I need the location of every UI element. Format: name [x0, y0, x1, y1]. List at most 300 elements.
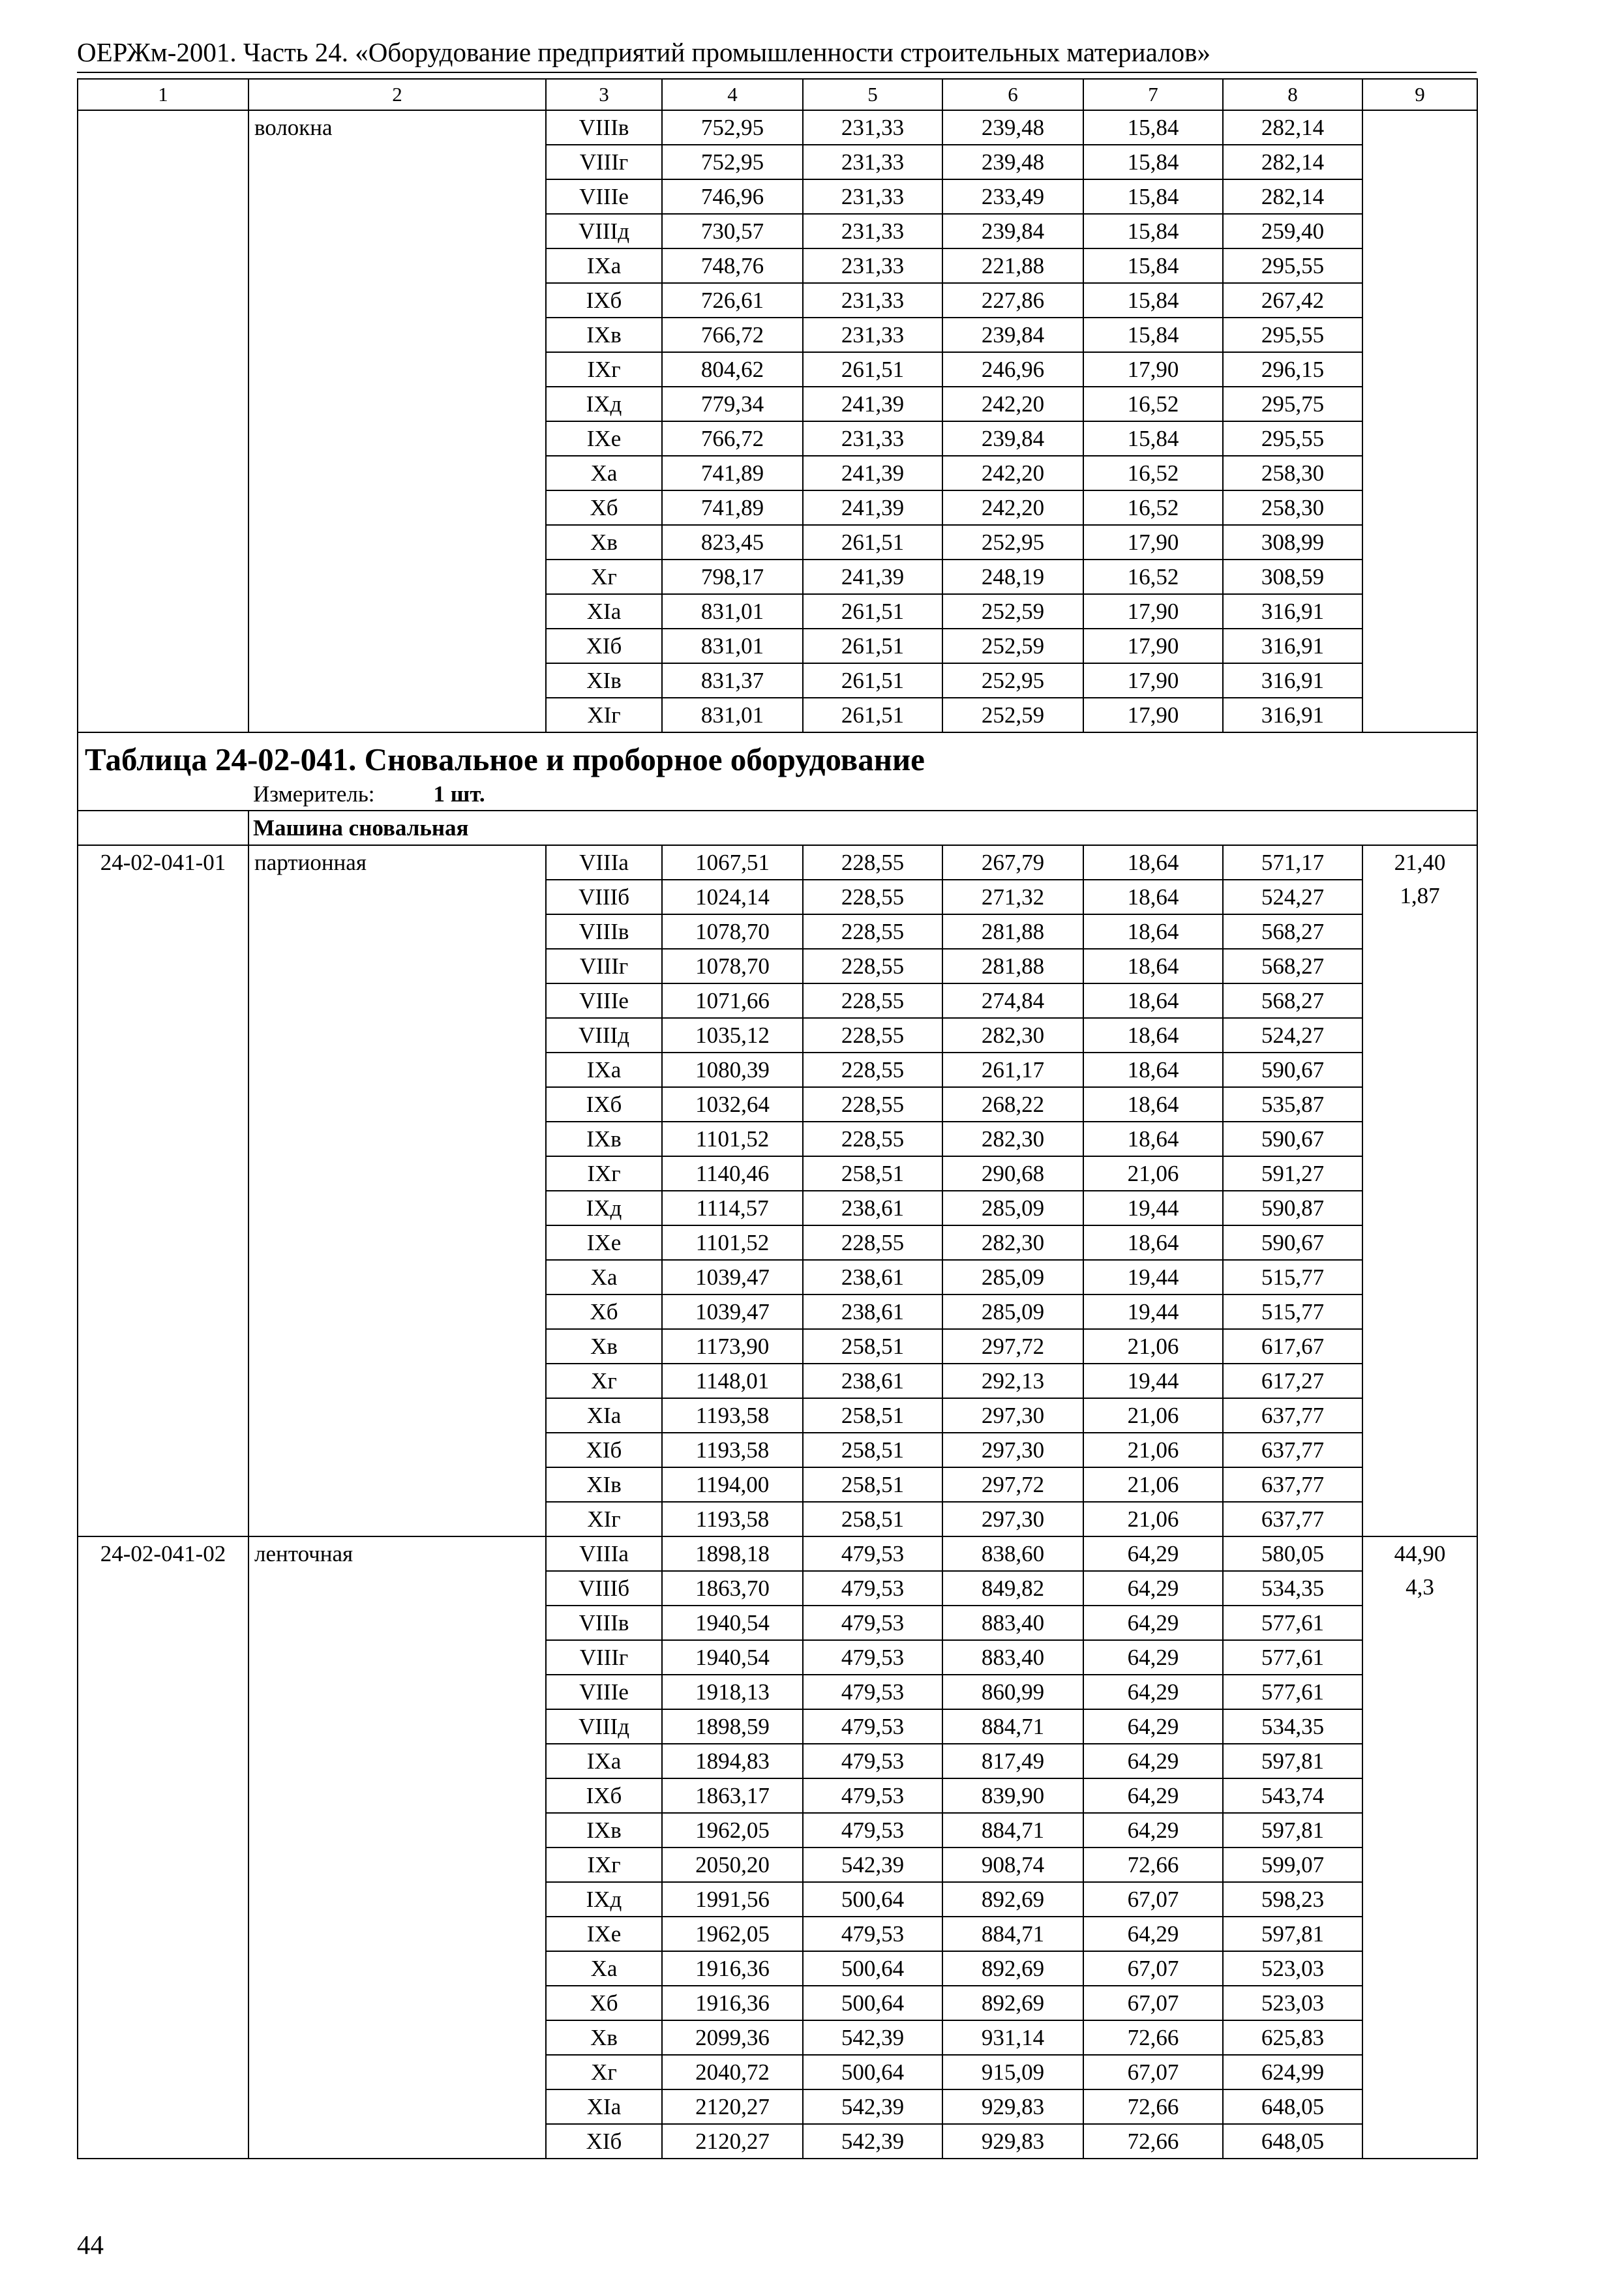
value-cell: VIIIв [546, 1606, 662, 1640]
value-cell: 599,07 [1223, 1848, 1362, 1882]
value-cell: 18,64 [1083, 1225, 1223, 1260]
value-cell: 295,55 [1223, 318, 1362, 352]
value-cell: 523,03 [1223, 1951, 1362, 1986]
value-cell: Xб [546, 1986, 662, 2020]
value-cell: 261,51 [803, 663, 942, 698]
value-cell: 524,27 [1223, 1018, 1362, 1053]
value-cell: 231,33 [803, 283, 942, 318]
value-cell: 267,79 [942, 845, 1083, 880]
value-cell: 16,52 [1083, 490, 1223, 525]
value-cell: 766,72 [662, 318, 803, 352]
value-cell: 238,61 [803, 1191, 942, 1225]
value-cell: 241,39 [803, 560, 942, 594]
name-cell: партионная [248, 845, 546, 1536]
value-cell: 500,64 [803, 1882, 942, 1917]
value-cell: 929,83 [942, 2124, 1083, 2159]
value-cell: XIв [546, 1467, 662, 1502]
value-cell: 18,64 [1083, 1087, 1223, 1122]
value-cell: 228,55 [803, 1087, 942, 1122]
value-cell: Xг [546, 560, 662, 594]
value-cell: 17,90 [1083, 594, 1223, 629]
col9-value: 21,40 [1394, 850, 1446, 875]
value-cell: XIг [546, 698, 662, 732]
table-title-block [78, 733, 1477, 810]
value-cell: 241,39 [803, 456, 942, 490]
value-cell: 258,51 [803, 1156, 942, 1191]
value-cell: 892,69 [942, 1986, 1083, 2020]
value-cell: 231,33 [803, 248, 942, 283]
value-cell: 884,71 [942, 1709, 1083, 1744]
value-cell: 1962,05 [662, 1917, 803, 1951]
col9-value: 4,3 [1406, 1574, 1434, 1600]
value-cell: 21,06 [1083, 1433, 1223, 1467]
value-cell: 239,48 [942, 110, 1083, 145]
value-cell: 241,39 [803, 490, 942, 525]
section-title: Машина сновальная [248, 811, 1477, 845]
value-cell: 231,33 [803, 421, 942, 456]
value-cell: 823,45 [662, 525, 803, 560]
value-cell: 590,67 [1223, 1053, 1362, 1087]
value-cell: 295,55 [1223, 248, 1362, 283]
value-cell: 242,20 [942, 387, 1083, 421]
value-cell: 479,53 [803, 1917, 942, 1951]
value-cell: VIIIе [546, 983, 662, 1018]
value-cell: 281,88 [942, 914, 1083, 949]
value-cell: 577,61 [1223, 1606, 1362, 1640]
value-cell: 258,30 [1223, 456, 1362, 490]
value-cell: 500,64 [803, 2055, 942, 2089]
value-cell: 64,29 [1083, 1640, 1223, 1675]
value-cell: 297,72 [942, 1467, 1083, 1502]
col9-value: 44,90 [1394, 1541, 1446, 1566]
value-cell: 285,09 [942, 1294, 1083, 1329]
value-cell: 19,44 [1083, 1364, 1223, 1398]
value-cell: 228,55 [803, 949, 942, 983]
value-cell: 1148,01 [662, 1364, 803, 1398]
value-cell: 17,90 [1083, 352, 1223, 387]
value-cell: 598,23 [1223, 1882, 1362, 1917]
value-cell: 15,84 [1083, 283, 1223, 318]
value-cell: VIIIд [546, 214, 662, 248]
section-row [78, 811, 1477, 845]
value-cell: 15,84 [1083, 421, 1223, 456]
value-cell: 479,53 [803, 1675, 942, 1709]
value-cell: 597,81 [1223, 1813, 1362, 1848]
value-cell: XIб [546, 1433, 662, 1467]
value-cell: 1101,52 [662, 1225, 803, 1260]
value-cell: 228,55 [803, 983, 942, 1018]
value-cell: IXе [546, 1917, 662, 1951]
value-cell: 817,49 [942, 1744, 1083, 1778]
value-cell: 64,29 [1083, 1709, 1223, 1744]
value-cell: 2099,36 [662, 2020, 803, 2055]
value-cell: 838,60 [942, 1536, 1083, 1571]
value-cell: VIIIг [546, 145, 662, 179]
value-cell: 741,89 [662, 456, 803, 490]
value-cell: 21,06 [1083, 1156, 1223, 1191]
value-cell: 577,61 [1223, 1675, 1362, 1709]
value-cell: 274,84 [942, 983, 1083, 1018]
value-cell: 929,83 [942, 2089, 1083, 2124]
value-cell: 831,01 [662, 594, 803, 629]
value-cell: 568,27 [1223, 914, 1362, 949]
value-cell: 15,84 [1083, 214, 1223, 248]
value-cell: IXв [546, 318, 662, 352]
value-cell: 258,51 [803, 1398, 942, 1433]
value-cell: Xа [546, 1260, 662, 1294]
value-cell: 15,84 [1083, 179, 1223, 214]
value-cell: 252,59 [942, 698, 1083, 732]
value-cell: 568,27 [1223, 949, 1362, 983]
value-cell: 296,15 [1223, 352, 1362, 387]
value-cell: 231,33 [803, 214, 942, 248]
value-cell: 231,33 [803, 110, 942, 145]
value-cell: 892,69 [942, 1951, 1083, 1986]
value-cell: 285,09 [942, 1260, 1083, 1294]
value-cell: 292,13 [942, 1364, 1083, 1398]
value-cell: 590,67 [1223, 1122, 1362, 1156]
value-cell: 228,55 [803, 914, 942, 949]
value-cell: IXг [546, 1848, 662, 1882]
value-cell: Xв [546, 2020, 662, 2055]
value-cell: 252,59 [942, 629, 1083, 663]
value-cell: VIIIг [546, 949, 662, 983]
value-cell: 2050,20 [662, 1848, 803, 1882]
value-cell: 64,29 [1083, 1744, 1223, 1778]
value-cell: 1193,58 [662, 1398, 803, 1433]
value-cell: 752,95 [662, 145, 803, 179]
column-number: 9 [1362, 79, 1477, 110]
value-cell: 242,20 [942, 490, 1083, 525]
value-cell: 15,84 [1083, 318, 1223, 352]
value-cell: 282,30 [942, 1122, 1083, 1156]
value-cell: 297,30 [942, 1398, 1083, 1433]
value-cell: XIа [546, 1398, 662, 1433]
column-number: 7 [1083, 79, 1223, 110]
value-cell: IXа [546, 1053, 662, 1087]
value-cell: 259,40 [1223, 214, 1362, 248]
value-cell: 500,64 [803, 1951, 942, 1986]
page-header: ОЕРЖм-2001. Часть 24. «Оборудование предприятий промышленности строительных материалов» [77, 37, 1210, 67]
value-cell: 16,52 [1083, 560, 1223, 594]
value-cell: 741,89 [662, 490, 803, 525]
value-cell: VIIIв [546, 110, 662, 145]
value-cell: 228,55 [803, 1122, 942, 1156]
value-cell: 748,76 [662, 248, 803, 283]
value-cell: 1193,58 [662, 1502, 803, 1536]
value-cell: 17,90 [1083, 698, 1223, 732]
value-cell: Xв [546, 1329, 662, 1364]
value-cell: 228,55 [803, 1018, 942, 1053]
value-cell: 67,07 [1083, 1882, 1223, 1917]
value-cell: XIг [546, 1502, 662, 1536]
column-number: 2 [248, 79, 546, 110]
value-cell: 883,40 [942, 1606, 1083, 1640]
value-cell: 238,61 [803, 1294, 942, 1329]
value-cell: IXд [546, 1882, 662, 1917]
code-cell: 24-02-041-01 [78, 845, 248, 1536]
value-cell: 228,55 [803, 845, 942, 880]
value-cell: 568,27 [1223, 983, 1362, 1018]
value-cell: 534,35 [1223, 1571, 1362, 1606]
value-cell: 726,61 [662, 283, 803, 318]
value-cell: 617,27 [1223, 1364, 1362, 1398]
value-cell: IXб [546, 1087, 662, 1122]
value-cell: Xг [546, 1364, 662, 1398]
value-cell: 648,05 [1223, 2124, 1362, 2159]
value-cell: 67,07 [1083, 1986, 1223, 2020]
value-cell: Xа [546, 456, 662, 490]
value-cell: 479,53 [803, 1778, 942, 1813]
value-cell: 831,37 [662, 663, 803, 698]
value-cell: 72,66 [1083, 2020, 1223, 2055]
value-cell: 1114,57 [662, 1191, 803, 1225]
value-cell: 258,51 [803, 1467, 942, 1502]
page-number: 44 [77, 2230, 104, 2260]
value-cell: 308,99 [1223, 525, 1362, 560]
value-cell: 542,39 [803, 2020, 942, 2055]
value-cell: 290,68 [942, 1156, 1083, 1191]
value-cell: 18,64 [1083, 845, 1223, 880]
value-cell: 252,59 [942, 594, 1083, 629]
value-cell: XIб [546, 629, 662, 663]
value-cell: 577,61 [1223, 1640, 1362, 1675]
value-cell: 246,96 [942, 352, 1083, 387]
value-cell: 233,49 [942, 179, 1083, 214]
value-cell: 1140,46 [662, 1156, 803, 1191]
value-cell: VIIIа [546, 845, 662, 880]
value-cell: 534,35 [1223, 1709, 1362, 1744]
value-cell: 228,55 [803, 1225, 942, 1260]
value-cell: VIIIб [546, 880, 662, 914]
value-cell: 21,06 [1083, 1329, 1223, 1364]
value-cell: 67,07 [1083, 1951, 1223, 1986]
value-cell: IXд [546, 387, 662, 421]
value-cell: 261,51 [803, 352, 942, 387]
value-cell: 252,95 [942, 663, 1083, 698]
value-cell: 535,87 [1223, 1087, 1362, 1122]
value-cell: IXв [546, 1813, 662, 1848]
value-cell: 19,44 [1083, 1191, 1223, 1225]
value-cell: 637,77 [1223, 1398, 1362, 1433]
value-cell: XIб [546, 2124, 662, 2159]
value-cell: VIIIе [546, 179, 662, 214]
value-cell: 1078,70 [662, 914, 803, 949]
value-cell: 19,44 [1083, 1294, 1223, 1329]
column-number: 5 [803, 79, 942, 110]
value-cell: 524,27 [1223, 880, 1362, 914]
value-cell: 1024,14 [662, 880, 803, 914]
value-cell: 1080,39 [662, 1053, 803, 1087]
value-cell: 2120,27 [662, 2089, 803, 2124]
value-cell: 261,51 [803, 594, 942, 629]
value-cell: 752,95 [662, 110, 803, 145]
value-cell: IXе [546, 1225, 662, 1260]
value-cell: 1078,70 [662, 949, 803, 983]
value-cell: 64,29 [1083, 1571, 1223, 1606]
measure-label: Измеритель: [253, 781, 375, 807]
value-cell: 1940,54 [662, 1640, 803, 1675]
value-cell: 931,14 [942, 2020, 1083, 2055]
value-cell: 282,14 [1223, 145, 1362, 179]
value-cell: 591,27 [1223, 1156, 1362, 1191]
value-cell: 515,77 [1223, 1260, 1362, 1294]
code-cell [78, 110, 248, 732]
column-number: 1 [78, 79, 248, 110]
value-cell: IXб [546, 1778, 662, 1813]
value-cell: 617,67 [1223, 1329, 1362, 1364]
value-cell: 282,14 [1223, 179, 1362, 214]
column-number-row [78, 79, 1477, 110]
value-cell: 479,53 [803, 1744, 942, 1778]
value-cell: 261,51 [803, 525, 942, 560]
value-cell: Xг [546, 2055, 662, 2089]
value-cell: 239,84 [942, 421, 1083, 456]
value-cell: 239,84 [942, 318, 1083, 352]
value-cell: 21,06 [1083, 1398, 1223, 1433]
value-cell: 637,77 [1223, 1433, 1362, 1467]
value-cell: 1916,36 [662, 1986, 803, 2020]
value-cell: Xв [546, 525, 662, 560]
value-cell: 1067,51 [662, 845, 803, 880]
value-cell: 779,34 [662, 387, 803, 421]
value-cell: 231,33 [803, 179, 942, 214]
value-cell: 15,84 [1083, 110, 1223, 145]
value-cell: 18,64 [1083, 1018, 1223, 1053]
value-cell: VIIIа [546, 1536, 662, 1571]
value-cell: 258,30 [1223, 490, 1362, 525]
value-cell: Xб [546, 490, 662, 525]
value-cell: XIа [546, 594, 662, 629]
value-cell: 1071,66 [662, 983, 803, 1018]
table-title: Таблица 24-02-041. Сновальное и проборное оборудование [85, 741, 925, 777]
value-cell: 64,29 [1083, 1675, 1223, 1709]
value-cell: 479,53 [803, 1606, 942, 1640]
value-cell: 64,29 [1083, 1813, 1223, 1848]
value-cell: 479,53 [803, 1571, 942, 1606]
name-cell: ленточная [248, 1536, 546, 2159]
value-cell: 231,33 [803, 145, 942, 179]
value-cell: 67,07 [1083, 2055, 1223, 2089]
column-number: 6 [942, 79, 1083, 110]
value-cell: 730,57 [662, 214, 803, 248]
value-cell: 297,72 [942, 1329, 1083, 1364]
value-cell: 228,55 [803, 880, 942, 914]
value-cell: VIIIд [546, 1018, 662, 1053]
value-cell: 1898,59 [662, 1709, 803, 1744]
value-cell: 1940,54 [662, 1606, 803, 1640]
value-cell: 252,95 [942, 525, 1083, 560]
code-cell: 24-02-041-02 [78, 1536, 248, 2159]
value-cell: 1032,64 [662, 1087, 803, 1122]
value-cell: 479,53 [803, 1640, 942, 1675]
value-cell: 1863,17 [662, 1778, 803, 1813]
value-cell: 297,30 [942, 1502, 1083, 1536]
value-cell: 625,83 [1223, 2020, 1362, 2055]
value-cell: 515,77 [1223, 1294, 1362, 1329]
value-cell: 860,99 [942, 1675, 1083, 1709]
value-cell: 1173,90 [662, 1329, 803, 1364]
value-cell: 258,51 [803, 1329, 942, 1364]
value-cell: 915,09 [942, 2055, 1083, 2089]
value-cell: 297,30 [942, 1433, 1083, 1467]
value-cell: 590,87 [1223, 1191, 1362, 1225]
name-cell: волокна [248, 110, 546, 732]
value-cell: 239,48 [942, 145, 1083, 179]
value-cell: IXб [546, 283, 662, 318]
value-cell: 64,29 [1083, 1606, 1223, 1640]
value-cell: 15,84 [1083, 248, 1223, 283]
value-cell: 597,81 [1223, 1744, 1362, 1778]
value-cell: 1918,13 [662, 1675, 803, 1709]
value-cell: 17,90 [1083, 629, 1223, 663]
value-cell: VIIIд [546, 1709, 662, 1744]
value-cell: 884,71 [942, 1917, 1083, 1951]
table-title-row [78, 732, 1477, 811]
value-cell: 831,01 [662, 629, 803, 663]
value-cell: 597,81 [1223, 1917, 1362, 1951]
value-cell: 542,39 [803, 1848, 942, 1882]
value-cell: 18,64 [1083, 880, 1223, 914]
value-cell: 17,90 [1083, 663, 1223, 698]
value-cell: Xб [546, 1294, 662, 1329]
column-number: 3 [546, 79, 662, 110]
value-cell: 238,61 [803, 1260, 942, 1294]
value-cell: 239,84 [942, 214, 1083, 248]
value-cell: IXа [546, 248, 662, 283]
value-cell: 295,75 [1223, 387, 1362, 421]
value-cell: 316,91 [1223, 663, 1362, 698]
col9-cell [1362, 1536, 1477, 2159]
value-cell: 316,91 [1223, 594, 1362, 629]
value-cell: 1039,47 [662, 1294, 803, 1329]
col9-cell [1362, 845, 1477, 1536]
value-cell: 17,90 [1083, 525, 1223, 560]
value-cell: 308,59 [1223, 560, 1362, 594]
table-row [78, 845, 1477, 880]
value-cell: 238,61 [803, 1364, 942, 1398]
value-cell: 798,17 [662, 560, 803, 594]
value-cell: Xа [546, 1951, 662, 1986]
value-cell: 624,99 [1223, 2055, 1362, 2089]
column-number: 4 [662, 79, 803, 110]
value-cell: 1991,56 [662, 1882, 803, 1917]
value-cell: 282,30 [942, 1018, 1083, 1053]
value-cell: 637,77 [1223, 1502, 1362, 1536]
value-cell: 542,39 [803, 2124, 942, 2159]
value-cell: 648,05 [1223, 2089, 1362, 2124]
value-cell: 282,30 [942, 1225, 1083, 1260]
value-cell: 479,53 [803, 1536, 942, 1571]
value-cell: 1101,52 [662, 1122, 803, 1156]
value-cell: 479,53 [803, 1813, 942, 1848]
value-cell: VIIIб [546, 1571, 662, 1606]
value-cell: 1194,00 [662, 1467, 803, 1502]
value-cell: 1193,58 [662, 1433, 803, 1467]
col9-cell [1362, 110, 1477, 732]
value-cell: VIIIг [546, 1640, 662, 1675]
value-cell: 908,74 [942, 1848, 1083, 1882]
value-cell: 542,39 [803, 2089, 942, 2124]
value-cell: 883,40 [942, 1640, 1083, 1675]
value-cell: 1894,83 [662, 1744, 803, 1778]
col9-value: 1,87 [1400, 883, 1440, 908]
value-cell: 892,69 [942, 1882, 1083, 1917]
value-cell: 1962,05 [662, 1813, 803, 1848]
value-cell: 267,42 [1223, 283, 1362, 318]
measure-line [253, 781, 485, 807]
value-cell: 590,67 [1223, 1225, 1362, 1260]
